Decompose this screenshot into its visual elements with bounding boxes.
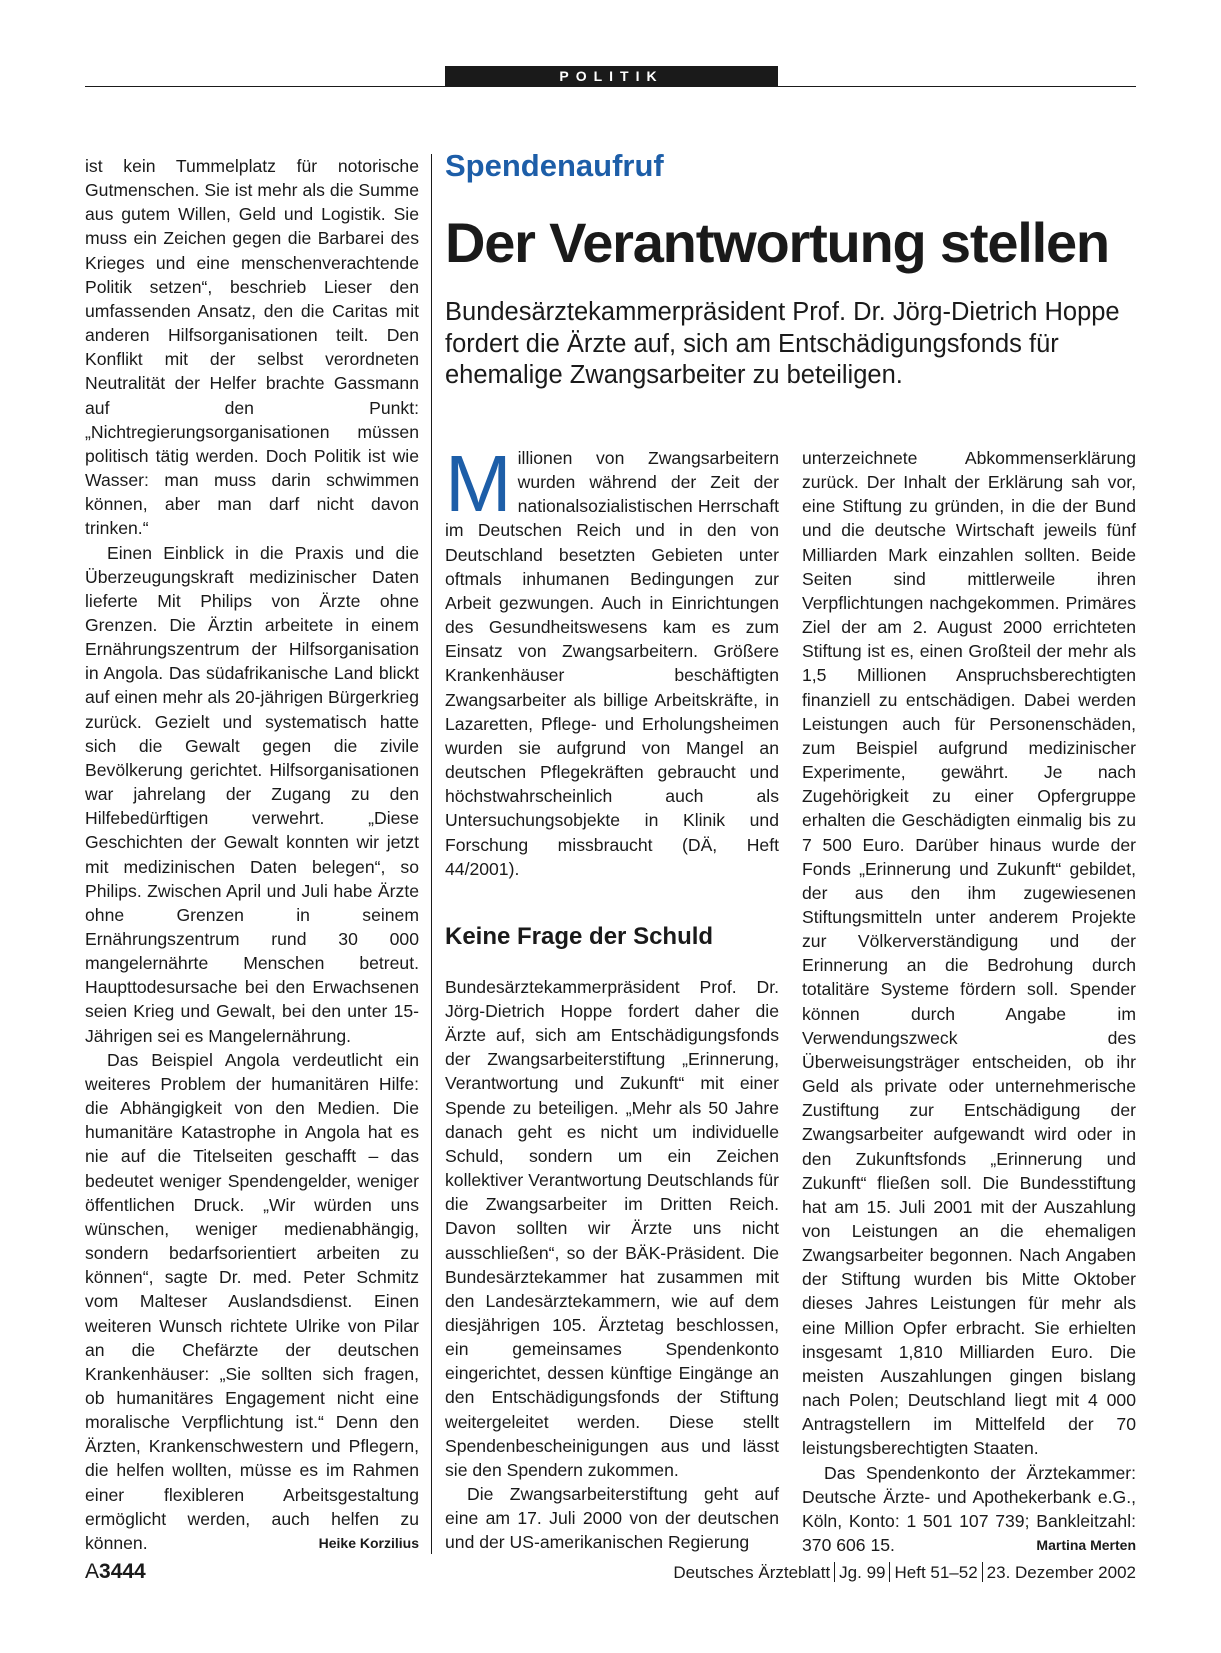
paragraph [802, 1461, 1136, 1558]
author-byline: Martina Merten [1036, 1537, 1136, 1554]
article-column-1 [445, 439, 779, 1555]
section-subheading: Keine Frage der Schuld [445, 922, 714, 950]
author-byline: Heike Korzilius [318, 1534, 419, 1551]
divider [834, 1562, 835, 1582]
journal-volume: Jg. 99 [839, 1563, 886, 1582]
paragraph: Bundesärztekammerpräsident Prof. Dr. Jörg-Dietrich Hoppe fordert daher die Ärzte auf, sich am Entschädigungsfonds der Zwangsarbeiterstiftung „Erinnerung, Verantwortung und Zukunft“ mit einer Spende zu beteiligen. „Mehr als 50 Jahre danach geht es nicht um individuelle Schuld, sondern um ein Zeichen kollektiver Verantwortung Deutschlands für die Zwangsarbeiter im Dritten Reich. Davon sollten wir Ärzte uns nicht ausschließen“, so der BÄK-Präsident. Die Bundesärztekammer hat zusammen mit den Landesärztekammern, wie auf dem diesjährigen 105. Ärztetag beschlossen, ein gemeinsames Spendenkonto eingerichtet, dessen künftige Eingänge an den Entschädigungsfonds der Stiftung weitergeleitet werden. Diese stellt Spendenbescheinigungen aus und lässt sie den Spendern zukommen. [445, 976, 779, 1480]
article-kicker: Spendenaufruf [445, 148, 664, 183]
page-number-value: 3444 [99, 1560, 146, 1583]
divider [982, 1562, 983, 1582]
paragraph [445, 439, 779, 881]
divider [889, 1562, 890, 1582]
section-label: POLITIK [445, 66, 778, 87]
paragraph [85, 1048, 419, 1555]
paragraph-text: illionen von Zwangsarbeitern wurden während der Zeit der nationalsozialistischen Herrschaft im Deutschen Reich und in den von Deutschland besetzten Gebieten unter oftmals inhumanen Bedingungen zur Arbeit gezwungen. Auch in Einrichtungen des Gesundheitswesens kam es zum Einsatz von Zwangsarbeitern. Größere Krankenhäuser beschäftigten Zwangsarbeiter als billige Arbeitskräfte, in Lazaretten, Pflege- und Erholungsheimen wurden sie aufgrund von Mangel an deutschen Pflegekräften gebraucht und höchstwahrscheinlich auch als Untersuchungsobjekte in Klinik und Forschung missbraucht (DÄ, Heft 44/2001). [445, 448, 779, 879]
page-number [85, 1560, 146, 1584]
issue-date: 23. Dezember 2002 [986, 1563, 1136, 1582]
page-prefix: A [85, 1560, 100, 1583]
article-column-2 [802, 446, 1136, 1557]
article-lead: Bundesärztekammerpräsident Prof. Dr. Jörg-Dietrich Hoppe fordert die Ärzte auf, sich am Entschädigungsfonds für ehemalige Zwangsarbeiter zu beteiligen. [445, 298, 1120, 389]
paragraph: Die Zwangsarbeiterstiftung geht auf eine am 17. Juli 2000 von der deutschen und der US-amerikanischen Regierung [445, 1484, 779, 1553]
article-headline: Der Verantwortung stellen [445, 211, 1109, 274]
paragraph-text: Das Beispiel Angola verdeutlicht ein weiteres Problem der humanitären Hilfe: die Abhängigkeit von den Medien. Die humanitäre Katastrophe in Angola hat es nie auf die Titelseiten geschafft – das bedeutet weniger Spendengelder, weniger öffentlichen Druck. „Wir würden uns wünschen, weniger medienabhängig, sondern bedarfsorientiert arbeiten zu können“, sagte Dr. med. Peter Schmitz vom Malteser Auslandsdienst. Einen weiteren Wunsch richtete Ulrike von Pilar an die Chefärzte der deutschen Krankenhäuser: „Sie sollten sich fragen, ob humanitäres Engagement nicht eine moralische Verpflichtung ist.“ Denn den Ärzten, Krankenschwestern und Pflegern, die helfen wollten, müsse es im Rahmen einer flexibleren Arbeitsgestaltung ermöglicht werden, auch helfen zu können. [85, 1049, 419, 1553]
drop-cap: M [445, 439, 512, 528]
previous-article-column [85, 154, 419, 1555]
footer-citation [673, 1562, 1136, 1583]
journal-issue: Heft 51–52 [894, 1563, 978, 1582]
paragraph: ist kein Tummelplatz für notorische Gutmenschen. Sie ist mehr als die Summe aus gutem Willen, Geld und Logistik. Sie muss ein Zeichen gegen die Barbarei des Krieges und eine menschenverachtende Politik setzen“, beschrieb Lieser den umfassenden Ansatz, den die Caritas mit anderen Hilfsorganisationen teilt. Den Konflikt mit der selbst verordneten Neutralität der Helfer brachte Gassmann auf den Punkt: „Nichtregierungsorganisationen müssen politisch tätig werden. Doch Politik ist wie Wasser: man muss darin schwimmen können, aber man darf nicht davon trinken.“ [85, 156, 419, 539]
paragraph: unterzeichnete Abkommenserklärung zurück. Der Inhalt der Erklärung sah vor, eine Stiftung zu gründen, in die der Bund und die deutsche Wirtschaft jeweils fünf Milliarden Mark einzahlen sollten. Beide Seiten sind mittlerweile ihren Verpflichtungen nachgekommen. Primäres Ziel der am 2. August 2000 errichteten Stiftung ist es, einen Großteil der mehr als 1,5 Millionen Anspruchsberechtigten finanziell zu entschädigen. Dabei werden Leistungen auch für Personenschäden, zum Beispiel aufgrund medizinischer Experimente, gewährt. Je nach Zugehörigkeit zu einer Opfergruppe erhalten die Geschädigten einmalig bis zu 7 500 Euro. Darüber hinaus wurde der Fonds „Erinnerung und Zukunft“ gebildet, der aus den ihm zugewiesenen Stiftungsmitteln unter anderem Projekte zur Völkerverständigung und der Erinnerung an die Bedrohung durch totalitäre Systeme fördern soll. Spender können durch Angabe im Verwendungszweck des Überweisungsträger entscheiden, ob ihr Geld als private oder unternehmerische Zustiftung zur Entschädigung der Zwangsarbeiter aufgewandt wird oder in den Zukunftsfonds „Erinnerung und Zukunft“ fließen soll. Die Bundesstiftung hat am 15. Juli 2001 mit der Auszahlung von Leistungen an die ehemaligen Zwangsarbeiter begonnen. Nach Angaben der Stiftung wurden bis Mitte Oktober dieses Jahres Leistungen für mehr als eine Million Opfer erbracht. Sie erhielten insgesamt 1,810 Milliarden Euro. Die meisten Auszahlungen gingen bislang nach Polen; Deutschland liegt mit 4 000 Antragstellern im Mittelfeld der 70 leistungsberechtigten Staaten. [802, 448, 1136, 1459]
journal-name: Deutsches Ärzteblatt [673, 1563, 831, 1582]
paragraph: Einen Einblick in die Praxis und die Überzeugungskraft medizinischer Daten lieferte Mit Philips von Ärzte ohne Grenzen. Die Ärztin arbeitete in einem Ernährungszentrum der Hilfsorganisation in Angola. Das südafrikanische Land blickt auf einen mehr als 20-jährigen Bürgerkrieg zurück. Gezielt und systematisch hatte sich die Gewalt gegen die zivile Bevölkerung gerichtet. Hilfsorganisationen war jahrelang der Zugang zu den Hilfebedürftigen verwehrt. „Diese Geschichten der Gewalt konnten wir jetzt mit medizinischen Daten belegen“, so Philips. Zwischen April und Juli habe Ärzte ohne Grenzen in seinem Ernährungszentrum rund 30 000 mangelernährte Menschen betreut. Haupttodesursache bei den Erwachsenen seien Krieg und Gewalt, bei den unter 15-Jährigen sei es Mangelernährung. [85, 542, 419, 1046]
column-divider [431, 154, 432, 1554]
paragraph-text: Das Spendenkonto der Ärztekammer: Deutsche Ärzte- und Apothekerbank e.G., Köln, Konto: 1 501 107 739; Bankleitzahl: 370 606 15. [802, 1462, 1136, 1556]
